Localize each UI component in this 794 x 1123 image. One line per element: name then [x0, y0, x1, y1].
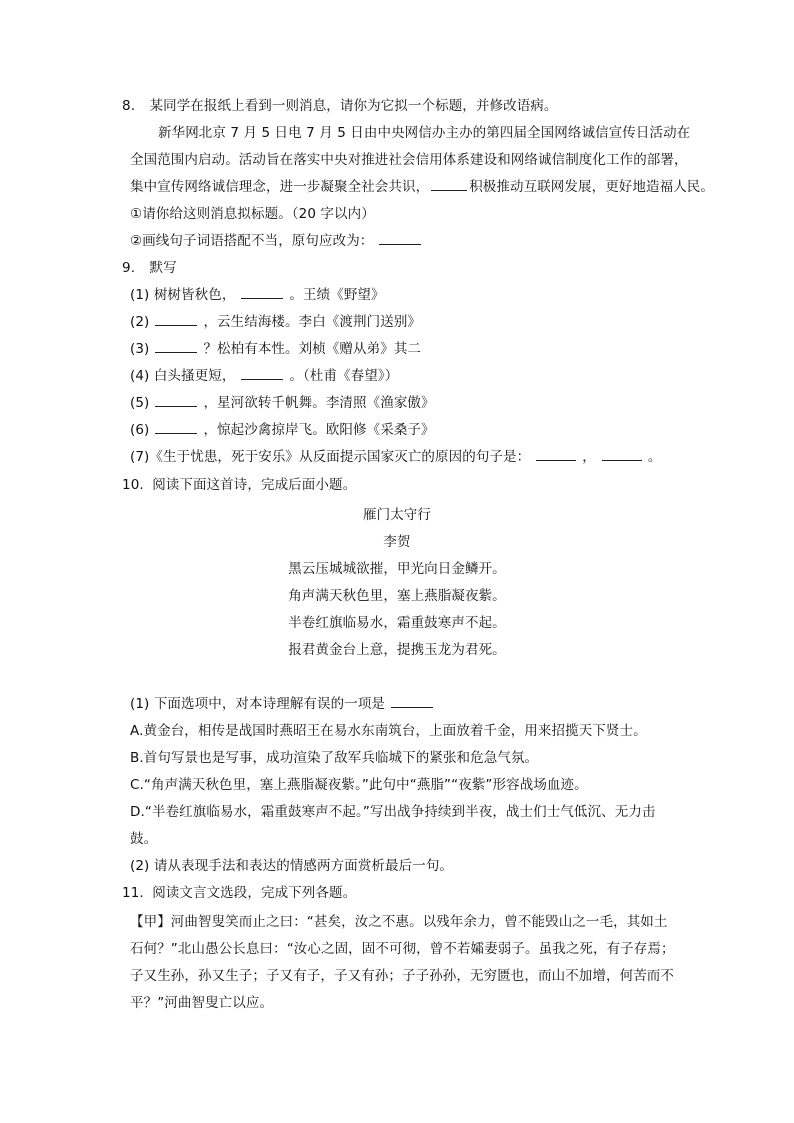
poem-author: 李贺: [383, 534, 411, 550]
q10-sub1-blank[interactable]: [391, 694, 433, 708]
q10-number: 10.: [122, 477, 144, 493]
q8-passage-line-1: 新华网北京 7 月 5 日电 7 月 5 日由中央网信办主办的第四届全国网络诚信宣传日活动在: [158, 125, 691, 141]
q9-item-5-pre: (5): [130, 395, 150, 411]
q10-sub1-text: (1) 下面选项中，对本诗理解有误的一项是: [130, 696, 386, 712]
q8-prompt-text: 某同学在报纸上看到一则消息，请你为它拟一个标题，并修改语病。: [149, 98, 558, 114]
q9-item-1-pre: (1) 树树皆秋色，: [130, 287, 236, 303]
q10-option-d-cont: 鼓。: [130, 831, 158, 847]
poem-line-1: 黑云压城城欲摧，甲光向日金鳞开。: [288, 561, 506, 577]
q8-number: 8.: [122, 98, 136, 114]
q9-item-3-pre: (3): [130, 341, 150, 357]
q9-item-4-pre: (4) 白头搔更短，: [130, 368, 236, 384]
poem-line-3: 半卷红旗临易水，霜重鼓寒声不起。: [288, 615, 506, 631]
q9-item-6: [130, 420, 435, 440]
q9-item-2-pre: (2): [130, 314, 150, 330]
q8-passage-line-3a: 集中宣传网络诚信理念，进一步凝聚全社会共识，: [130, 179, 430, 195]
q10-sub2: (2) 请从表现手法和表达的情感两方面赏析最后一句。: [130, 858, 454, 874]
q8-prompt: [122, 96, 558, 116]
q10-option-a: A.黄金台，相传是战国时燕昭王在易水东南筑台，上面放着千金，用来招揽天下贤士。: [130, 723, 647, 739]
q8-sub2-text: ②画线句子词语搭配不当，原句应改为：: [130, 233, 374, 249]
q9-item-5-blank[interactable]: [155, 393, 197, 407]
q9-item-4-post: 。（杜甫《春望》）: [289, 368, 399, 384]
q9-item-6-post: ，惊起沙禽掠岸飞。欧阳修《采桑子》: [203, 422, 435, 438]
q9-item-3: [130, 339, 421, 359]
q9-item-1: [130, 285, 385, 305]
q9-item-5-post: ，星河欲转千帆舞。李清照《渔家傲》: [203, 395, 435, 411]
q9-item-7: [130, 447, 661, 467]
q9-item-5: [130, 393, 435, 413]
poem-line-4: 报君黄金台上意，提携玉龙为君死。: [288, 642, 506, 658]
q9-item-3-post: ？松柏有本性。刘桢《赠从弟》其二: [203, 341, 422, 357]
q10-sub1: [130, 694, 439, 714]
q10-option-d: D.“半卷红旗临易水，霜重鼓寒声不起。”写出战争持续到半夜，战士们士气低沉、无力击: [130, 804, 656, 820]
q9-item-7-blank-1[interactable]: [536, 447, 576, 461]
q8-underline-blank: [431, 177, 467, 191]
q11-text-line-1: 【甲】河曲智叟笑而止之曰：“甚矣，汝之不惠。以残年余力，曾不能毁山之一毛，其如土: [130, 914, 668, 930]
q11-text-line-3: 子又生孙，孙又生子；子又有子，子又有孙；子子孙孙，无穷匮也，而山不加增，何苦而不: [130, 968, 674, 984]
q8-passage-line-3b: 积极推动互联网发展，更好地造福人民。: [469, 179, 715, 195]
q9-item-4: [130, 366, 398, 386]
q9-item-7-mid: ，: [582, 449, 596, 465]
q9-item-1-blank[interactable]: [241, 285, 283, 299]
q9-item-4-blank[interactable]: [241, 366, 283, 380]
poem-line-2: 角声满天秋色里，塞上燕脂凝夜紫。: [288, 588, 506, 604]
q10-option-c: C.“角声满天秋色里，塞上燕脂凝夜紫。”此句中“燕脂”“夜紫”形容战场血迹。: [130, 777, 588, 793]
q9-heading: [122, 258, 177, 278]
q9-item-2: [130, 312, 421, 332]
q11-text-line-4: 平？”河曲智叟亡以应。: [130, 995, 274, 1011]
q10-option-b: B.首句写景也是写事，成功渲染了敌军兵临城下的紧张和危急气氛。: [130, 750, 539, 766]
q9-title: 默写: [149, 260, 177, 276]
q9-item-6-pre: (6): [130, 422, 150, 438]
q9-item-6-blank[interactable]: [155, 420, 197, 434]
q9-item-2-post: ，云生结海楼。李白《渡荆门送别》: [203, 314, 422, 330]
q8-passage-line-3: [130, 177, 714, 197]
q9-item-7-blank-2[interactable]: [602, 447, 642, 461]
q9-number: 9.: [122, 260, 136, 276]
q9-item-7-pre: (7)《生于忧患，死于安乐》从反面提示国家灭亡的原因的句子是：: [130, 449, 531, 465]
q8-answer-blank[interactable]: [379, 231, 421, 245]
q9-item-2-blank[interactable]: [155, 312, 197, 326]
q9-item-1-post: 。王绩《野望》: [289, 287, 385, 303]
q8-sub2: [130, 231, 427, 251]
q9-item-7-post: 。: [647, 449, 662, 465]
q8-passage-line-2: 全国范围内启动。活动旨在落实中央对推进社会信用体系建设和网络诚信制度化工作的部署，: [130, 152, 688, 168]
q10-heading: [122, 475, 356, 495]
q11-heading: [122, 883, 356, 903]
q10-prompt: 阅读下面这首诗，完成后面小题。: [152, 477, 357, 493]
poem-title: 雁门太守行: [363, 507, 431, 523]
q11-prompt: 阅读文言文选段，完成下列各题。: [152, 885, 357, 901]
q9-item-3-blank[interactable]: [155, 339, 197, 353]
q11-text-line-2: 石何？”北山愚公长息曰：“汝心之固，固不可彻，曾不若孀妻弱子。虽我之死，有子存焉；: [130, 941, 675, 957]
q11-number: 11.: [122, 885, 144, 901]
q8-sub1: ①请你给这则消息拟标题。（20 字以内）: [130, 206, 375, 222]
